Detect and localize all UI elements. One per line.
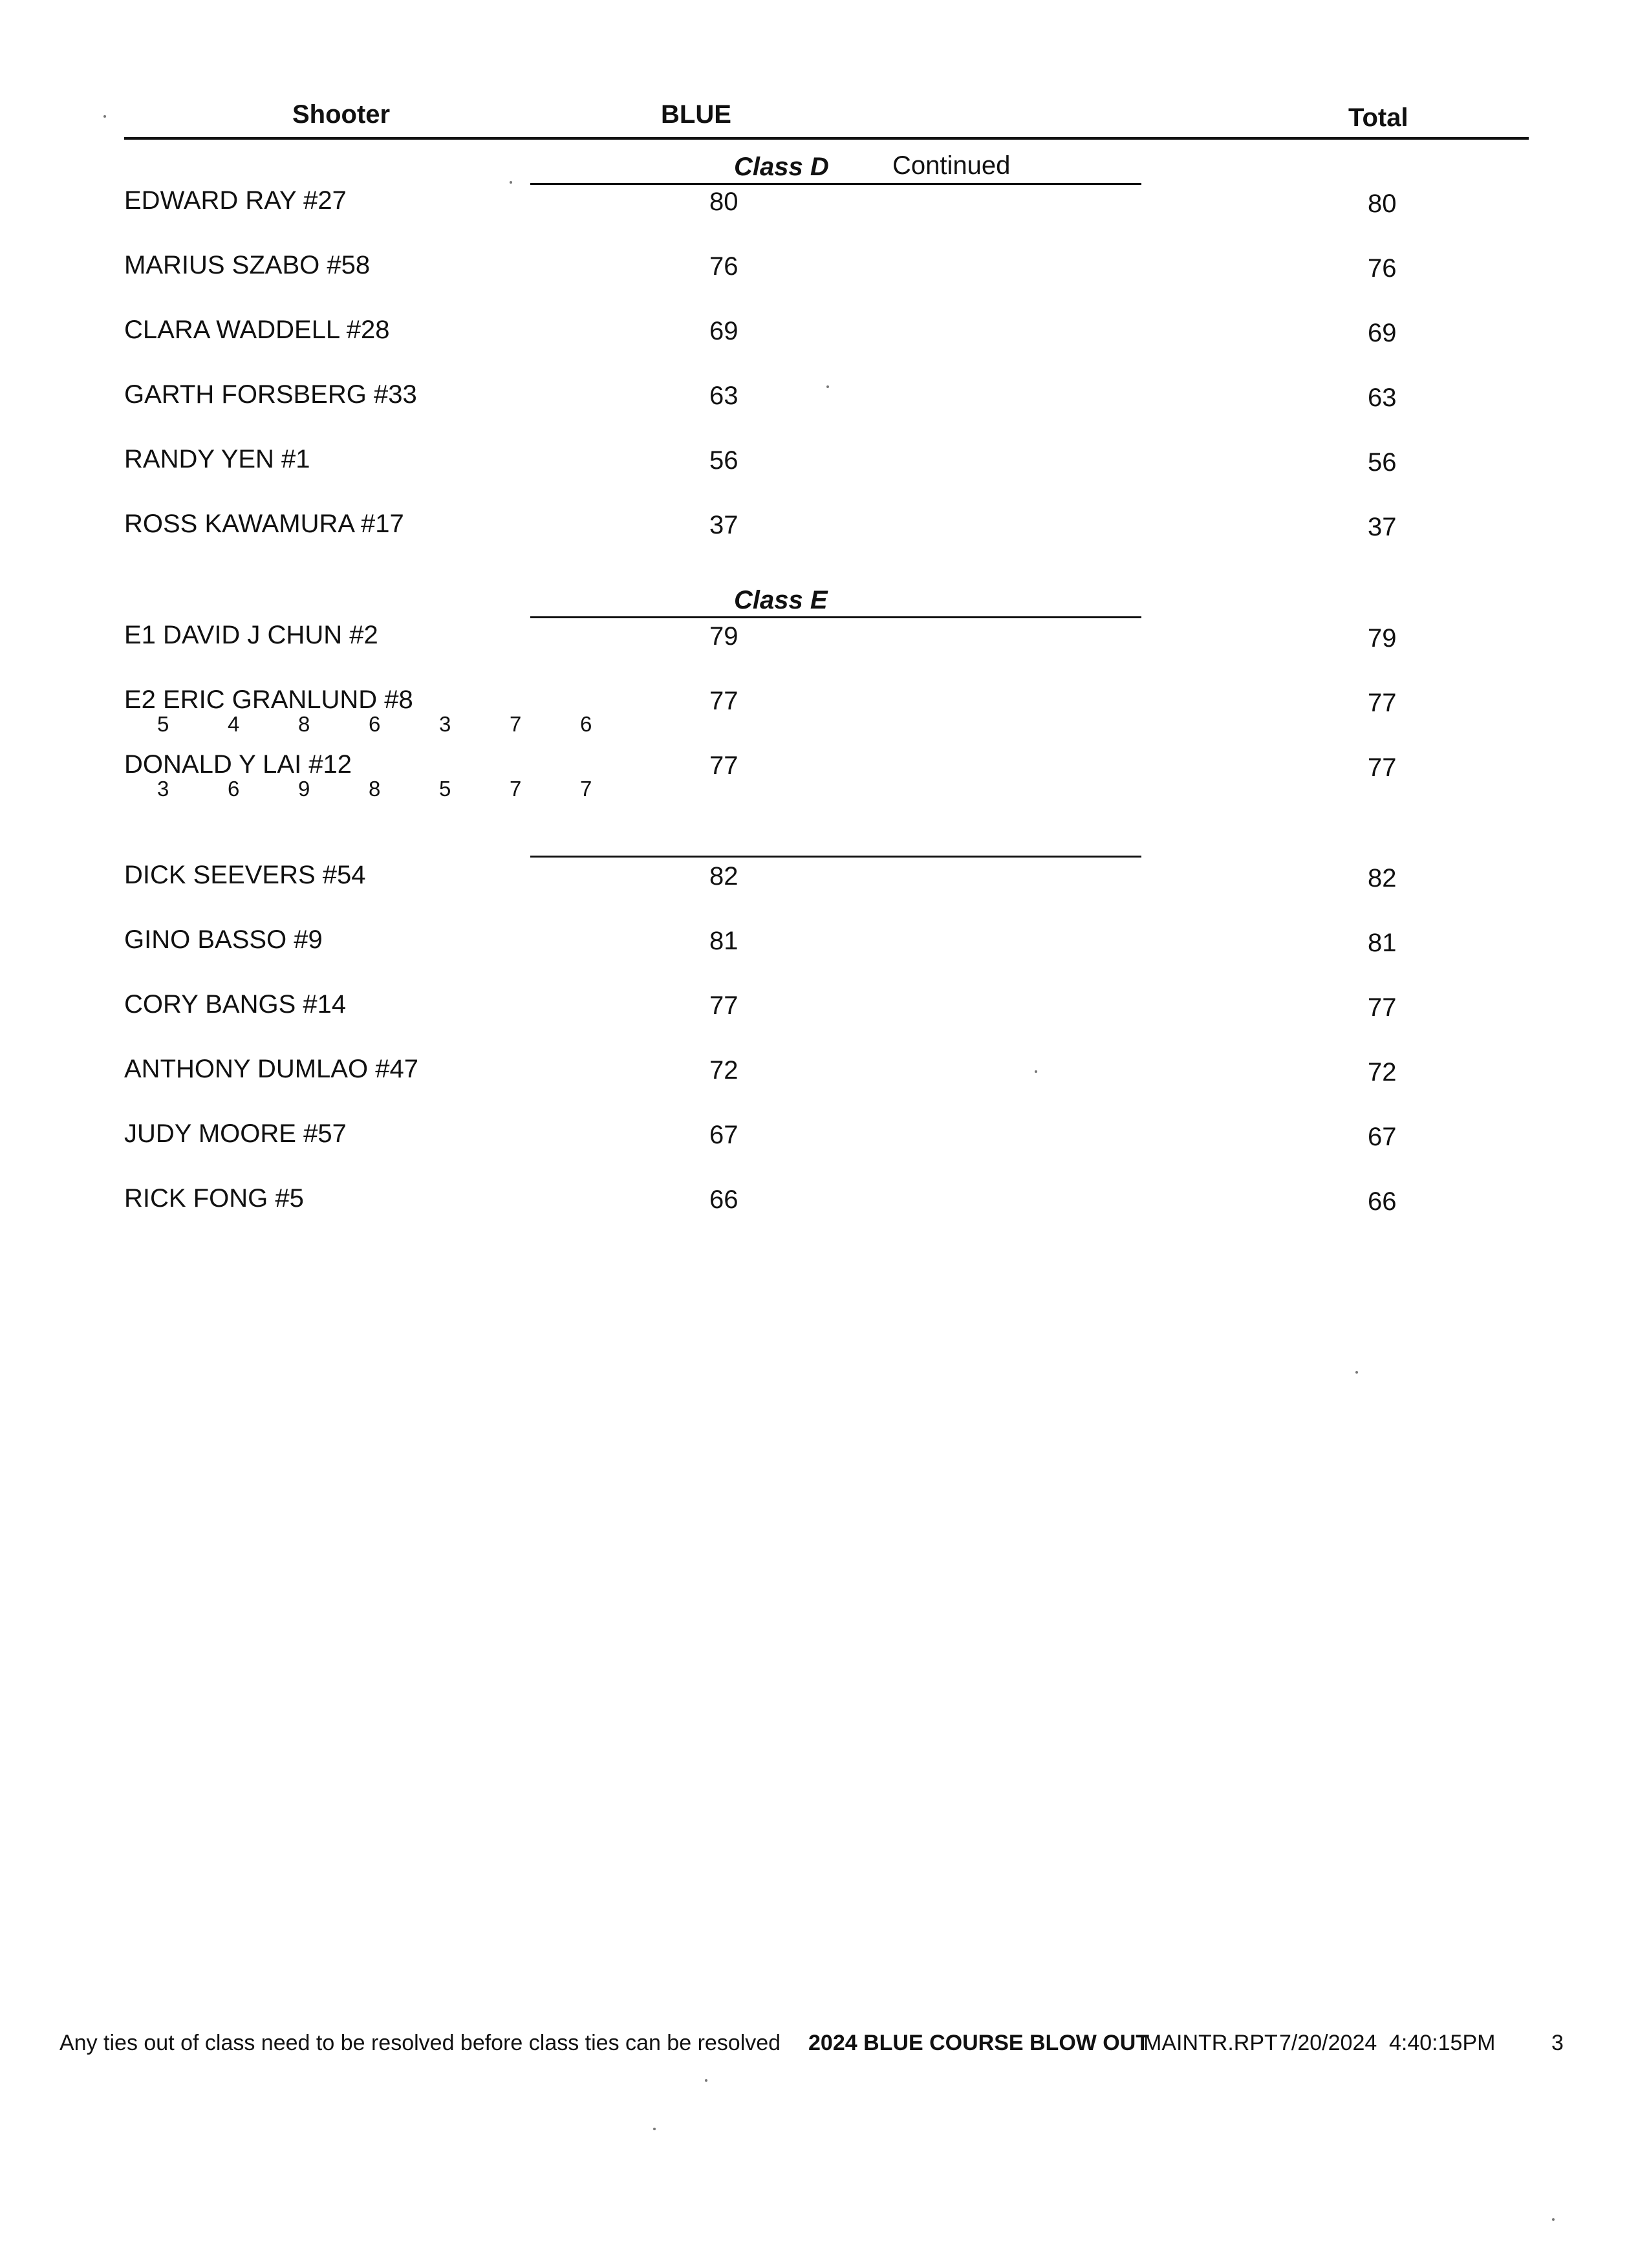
blue-score: 67: [709, 1121, 738, 1149]
shooter-name: E1 DAVID J CHUN #2: [124, 621, 378, 649]
tiebreak-value: 3: [439, 712, 451, 736]
shooter-name: GARTH FORSBERG #33: [124, 380, 417, 409]
total-score: 80: [1368, 189, 1397, 218]
footer-note: Any ties out of class need to be resolved before class ties can be resolved: [59, 2031, 781, 2055]
shooter-name: EDWARD RAY #27: [124, 186, 347, 215]
blue-score: 79: [709, 622, 738, 651]
total-score: 69: [1368, 319, 1397, 347]
tiebreak-value: 6: [580, 712, 592, 736]
class-d-heading: Class D: [734, 153, 829, 181]
shooter-name: DICK SEEVERS #54: [124, 861, 366, 889]
total-score: 82: [1368, 864, 1397, 892]
tiebreak-value: 3: [157, 777, 169, 801]
blue-score: 77: [709, 991, 738, 1020]
blue-column-header: BLUE: [661, 100, 731, 129]
class-e-heading: Class E: [734, 586, 828, 614]
shooter-name: DONALD Y LAI #12: [124, 750, 352, 779]
total-score: 63: [1368, 383, 1397, 412]
shooter-name: CORY BANGS #14: [124, 990, 347, 1019]
total-score: 67: [1368, 1123, 1397, 1151]
blue-score: 72: [709, 1056, 738, 1085]
blue-score: 82: [709, 862, 738, 891]
footer-time: 4:40:15PM: [1389, 2031, 1496, 2055]
shooter-name: RANDY YEN #1: [124, 445, 310, 473]
tiebreak-value: 6: [369, 712, 381, 736]
scan-speck: [1355, 1371, 1358, 1374]
footer-course-name: 2024 BLUE COURSE BLOW OUT: [808, 2031, 1150, 2055]
tiebreak-value: 8: [369, 777, 381, 801]
total-score: 56: [1368, 448, 1397, 477]
blue-score: 76: [709, 252, 738, 281]
blue-score: 77: [709, 687, 738, 715]
scan-speck: [1035, 1070, 1037, 1073]
total-score: 81: [1368, 929, 1397, 957]
shooter-name: ANTHONY DUMLAO #47: [124, 1055, 418, 1083]
total-score: 37: [1368, 513, 1397, 541]
scan-speck: [826, 385, 829, 388]
shooter-name: RICK FONG #5: [124, 1184, 304, 1213]
tiebreak-value: 5: [157, 712, 169, 736]
total-score: 79: [1368, 624, 1397, 653]
total-score: 76: [1368, 254, 1397, 283]
tiebreak-value: 9: [298, 777, 310, 801]
shooter-name: ROSS KAWAMURA #17: [124, 510, 404, 538]
tiebreak-value: 4: [228, 712, 240, 736]
class-e-rule: [530, 616, 1141, 618]
scan-speck: [1552, 2218, 1555, 2221]
tiebreak-value: 6: [228, 777, 240, 801]
scan-speck: [103, 115, 106, 118]
header-rule: [124, 137, 1529, 140]
tiebreak-value: 7: [510, 777, 522, 801]
scan-speck: [705, 2079, 707, 2082]
blue-score: 69: [709, 317, 738, 345]
tiebreak-value: 5: [439, 777, 451, 801]
shooter-name: E2 ERIC GRANLUND #8: [124, 686, 413, 714]
shooter-name: GINO BASSO #9: [124, 925, 323, 954]
scan-speck: [653, 2128, 656, 2130]
footer-date: 7/20/2024: [1279, 2031, 1377, 2055]
blue-score: 66: [709, 1185, 738, 1214]
total-score: 66: [1368, 1187, 1397, 1216]
blue-score: 37: [709, 511, 738, 539]
class-d-rule: [530, 183, 1141, 185]
shooter-name: CLARA WADDELL #28: [124, 316, 390, 344]
total-score: 77: [1368, 689, 1397, 717]
shooter-name: MARIUS SZABO #58: [124, 251, 371, 279]
blue-score: 80: [709, 188, 738, 216]
shooter-column-header: Shooter: [292, 100, 391, 129]
tiebreak-value: 7: [580, 777, 592, 801]
tiebreak-value: 7: [510, 712, 522, 736]
tiebreak-value: 8: [298, 712, 310, 736]
page-number: 3: [1551, 2031, 1564, 2055]
total-score: 77: [1368, 753, 1397, 782]
total-column-header: Total: [1348, 103, 1408, 132]
blue-score: 56: [709, 446, 738, 475]
total-score: 77: [1368, 993, 1397, 1022]
continued-label: Continued: [892, 151, 1011, 180]
shooter-name: JUDY MOORE #57: [124, 1119, 347, 1148]
blue-score: 77: [709, 751, 738, 780]
blue-score: 81: [709, 927, 738, 955]
blue-score: 63: [709, 382, 738, 410]
scan-speck: [510, 181, 512, 184]
total-score: 72: [1368, 1058, 1397, 1086]
footer-report-name: MAINTR.RPT: [1143, 2031, 1278, 2055]
next-class-rule: [530, 856, 1141, 858]
